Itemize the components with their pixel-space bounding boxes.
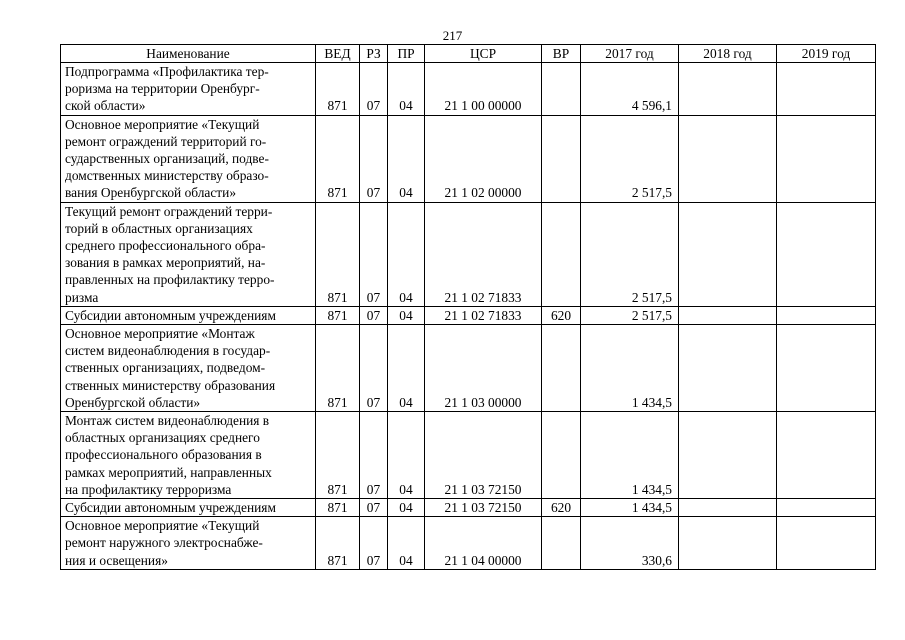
row-name-line: рамках мероприятий, направленных [65, 464, 272, 480]
cell-vr [542, 63, 581, 116]
cell-2017: 2 517,5 [581, 306, 679, 324]
row-name-line: Основное мероприятие «Монтаж [65, 326, 255, 342]
row-name-line: ственных организациях, подведом- [65, 360, 266, 376]
row-name-line: Монтаж систем видеонаблюдения в [65, 413, 270, 429]
row-name-line: ской области» [65, 98, 146, 114]
cell-csr: 21 1 02 71833 [425, 202, 542, 306]
row-name-line: домственных министерству образо- [65, 168, 269, 184]
row-name-line: сударственных организаций, подве- [65, 151, 269, 167]
row-name [61, 499, 316, 517]
cell-2019 [777, 412, 876, 499]
cell-2017: 1 434,5 [581, 325, 679, 412]
cell-2018 [679, 202, 777, 306]
cell-pr: 04 [388, 517, 425, 570]
row-name-line: на профилактику терроризма [65, 481, 232, 497]
cell-pr: 04 [388, 499, 425, 517]
row-name [61, 412, 316, 499]
table-row [61, 517, 876, 570]
row-name-line: ния и освещения» [65, 552, 168, 568]
row-name-line: торий в областных организациях [65, 220, 253, 236]
cell-pr: 04 [388, 412, 425, 499]
cell-csr: 21 1 03 72150 [425, 412, 542, 499]
table-row [61, 306, 876, 324]
table-row [61, 325, 876, 412]
table-header-row [61, 45, 876, 63]
cell-rz: 07 [360, 63, 388, 116]
cell-ved: 871 [316, 115, 360, 202]
cell-2019 [777, 115, 876, 202]
cell-2019 [777, 306, 876, 324]
header-pr: ПР [388, 45, 425, 63]
header-2019: 2019 год [777, 45, 876, 63]
row-name [61, 202, 316, 306]
row-name [61, 63, 316, 116]
row-name-line: профессионального образования в [65, 447, 262, 463]
header-csr: ЦСР [425, 45, 542, 63]
cell-pr: 04 [388, 63, 425, 116]
cell-2018 [679, 306, 777, 324]
cell-rz: 07 [360, 202, 388, 306]
row-name-line: вания Оренбургской области» [65, 185, 237, 201]
cell-csr: 21 1 00 00000 [425, 63, 542, 116]
row-name [61, 115, 316, 202]
row-name-line: Оренбургской области» [65, 394, 201, 410]
cell-csr: 21 1 03 72150 [425, 499, 542, 517]
header-2017: 2017 год [581, 45, 679, 63]
cell-2017: 4 596,1 [581, 63, 679, 116]
cell-csr: 21 1 03 00000 [425, 325, 542, 412]
cell-2019 [777, 499, 876, 517]
row-name-line: ремонт ограждений территорий го- [65, 133, 267, 149]
cell-pr: 04 [388, 325, 425, 412]
row-name [61, 517, 316, 570]
cell-vr [542, 115, 581, 202]
row-name-line: правленных на профилактику терро- [65, 272, 275, 288]
cell-vr: 620 [542, 499, 581, 517]
cell-2018 [679, 325, 777, 412]
page-number: 217 [442, 28, 463, 43]
cell-csr: 21 1 02 71833 [425, 306, 542, 324]
table-row [61, 63, 876, 116]
row-name-line: роризма на территории Оренбург- [65, 81, 260, 97]
row-name-line: систем видеонаблюдения в государ- [65, 343, 271, 359]
cell-2019 [777, 325, 876, 412]
cell-vr [542, 412, 581, 499]
cell-2019 [777, 63, 876, 116]
cell-ved: 871 [316, 517, 360, 570]
header-ved: ВЕД [316, 45, 360, 63]
row-name-line: ремонт наружного электроснабже- [65, 535, 263, 551]
cell-vr: 620 [542, 306, 581, 324]
cell-ved: 871 [316, 202, 360, 306]
row-name-line: ственных министерству образования [65, 377, 276, 393]
row-name-line: зования в рамках мероприятий, на- [65, 255, 266, 271]
cell-pr: 04 [388, 115, 425, 202]
table-row [61, 412, 876, 499]
header-2018: 2018 год [679, 45, 777, 63]
cell-ved: 871 [316, 412, 360, 499]
cell-2017: 330,6 [581, 517, 679, 570]
header-vr: ВР [542, 45, 581, 63]
cell-2019 [777, 517, 876, 570]
cell-rz: 07 [360, 499, 388, 517]
table-row [61, 202, 876, 306]
cell-pr: 04 [388, 306, 425, 324]
cell-2017: 1 434,5 [581, 499, 679, 517]
cell-2018 [679, 115, 777, 202]
header-rz: РЗ [360, 45, 388, 63]
row-name-line: Текущий ремонт ограждений терри- [65, 203, 273, 219]
row-name-line: Подпрограмма «Профилактика тер- [65, 64, 269, 79]
cell-2018 [679, 63, 777, 116]
row-name-line: ризма [65, 289, 99, 305]
cell-rz: 07 [360, 306, 388, 324]
cell-vr [542, 325, 581, 412]
cell-2017: 2 517,5 [581, 202, 679, 306]
cell-2018 [679, 412, 777, 499]
cell-ved: 871 [316, 306, 360, 324]
row-name-line: Основное мероприятие «Текущий [65, 518, 260, 534]
cell-ved: 871 [316, 499, 360, 517]
cell-2018 [679, 517, 777, 570]
cell-vr [542, 202, 581, 306]
cell-rz: 07 [360, 412, 388, 499]
budget-table [60, 44, 876, 570]
row-name [61, 325, 316, 412]
cell-2019 [777, 202, 876, 306]
cell-pr: 04 [388, 202, 425, 306]
row-name [61, 306, 316, 324]
cell-2017: 2 517,5 [581, 115, 679, 202]
cell-ved: 871 [316, 325, 360, 412]
row-name-line: Субсидии автономным учреждениям [65, 307, 276, 323]
row-name-line: среднего профессионального обра- [65, 238, 266, 254]
table-row [61, 115, 876, 202]
cell-ved: 871 [316, 63, 360, 116]
cell-vr [542, 517, 581, 570]
cell-rz: 07 [360, 115, 388, 202]
cell-rz: 07 [360, 517, 388, 570]
row-name-line: Основное мероприятие «Текущий [65, 116, 260, 132]
row-name-line: Субсидии автономным учреждениям [65, 500, 276, 516]
table-row [61, 499, 876, 517]
cell-2017: 1 434,5 [581, 412, 679, 499]
cell-rz: 07 [360, 325, 388, 412]
cell-2018 [679, 499, 777, 517]
header-name: Наименование [61, 45, 316, 63]
cell-csr: 21 1 04 00000 [425, 517, 542, 570]
row-name-line: областных организациях среднего [65, 430, 260, 446]
cell-csr: 21 1 02 00000 [425, 115, 542, 202]
